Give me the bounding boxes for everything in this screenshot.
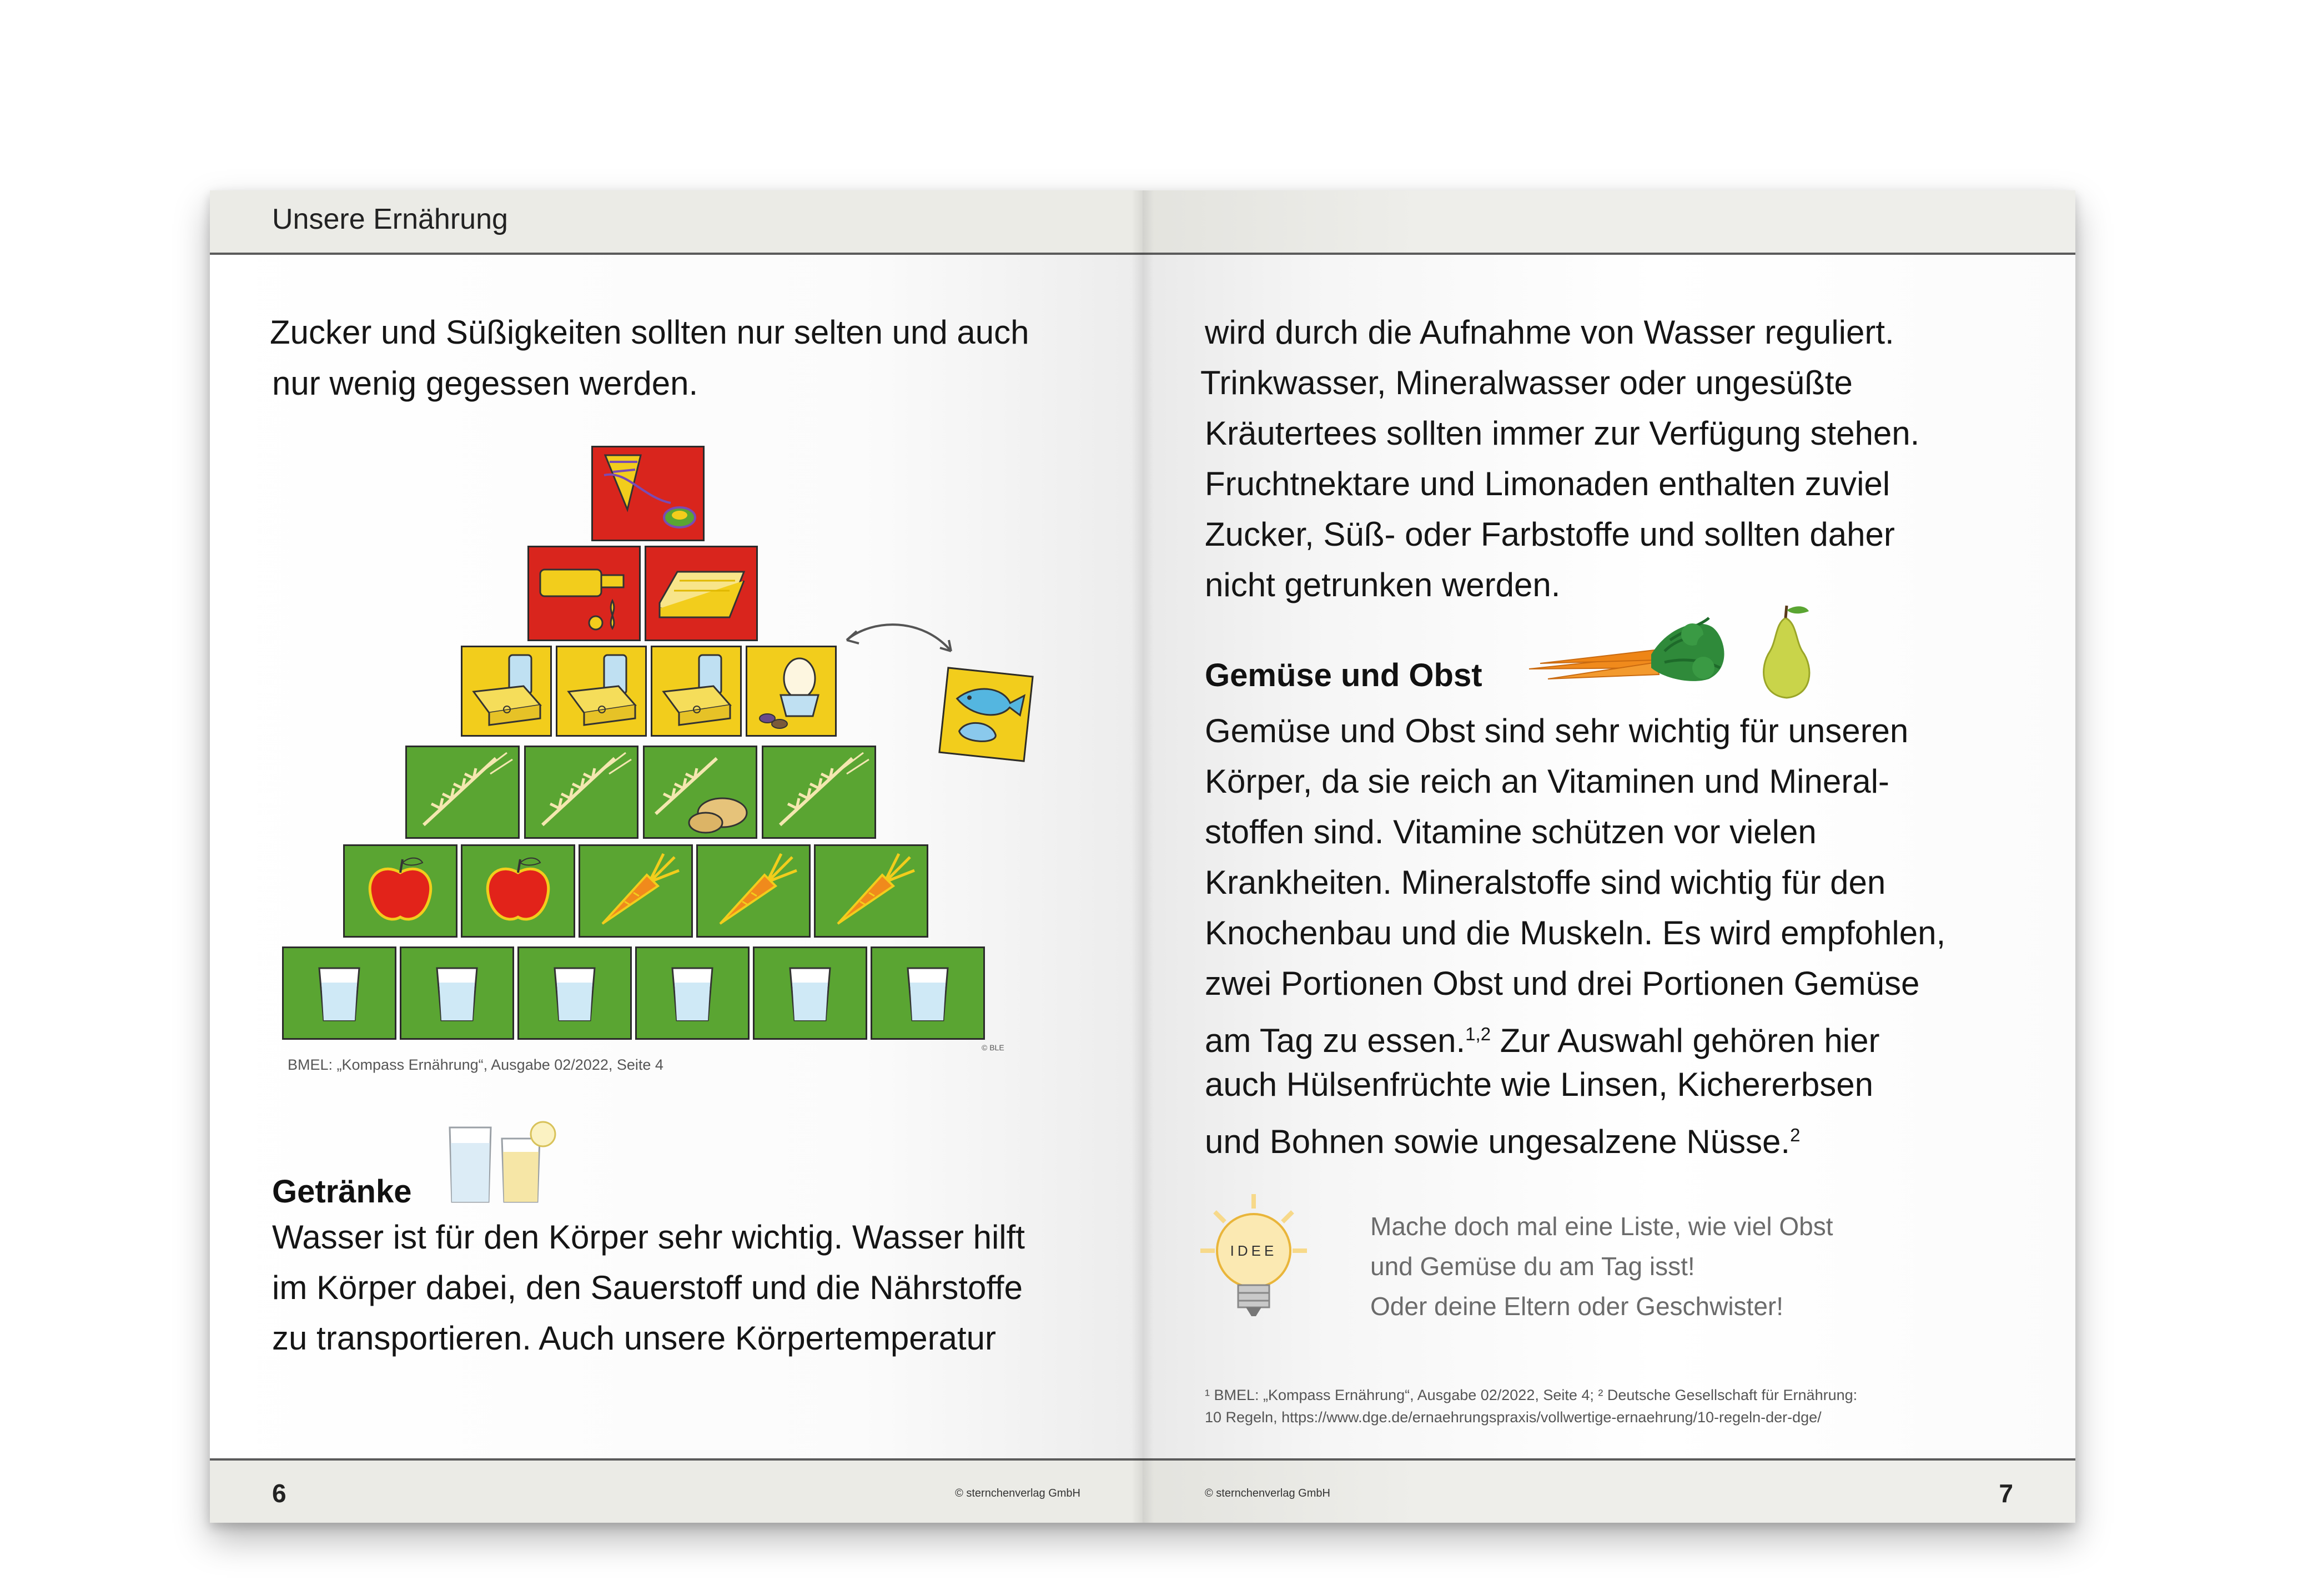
fish-meat-icon <box>941 669 1032 761</box>
drinks-cont-line-6: nicht getrunken werden. <box>1205 566 1561 603</box>
grain-icon <box>526 747 637 837</box>
pyramid-tile-dairy-2 <box>556 646 647 737</box>
pyramid-tile-fish-meat <box>938 667 1033 762</box>
pyramid-tile-water-5 <box>753 946 867 1040</box>
pyramid-tile-egg <box>746 646 837 737</box>
drinks-cont-line-1: wird durch die Aufnahme von Wasser reguliert. <box>1205 314 1894 351</box>
carrots-pear-icon <box>1526 601 1837 712</box>
pyramid-tile-grain-1 <box>405 746 520 839</box>
footnote-line-1: ¹ BMEL: „Kompass Ernährung“, Ausgabe 02/2022, Seite 4; ² Deutsche Gesellschaft für Ernährung: <box>1205 1387 1858 1403</box>
page-number: 7 <box>1999 1479 2013 1508</box>
veg-line-4: Krankheiten. Mineralstoffe sind wichtig für den <box>1205 864 1886 901</box>
pyramid-caption: BMEL: „Kompass Ernährung“, Ausgabe 02/2022, Seite 4 <box>288 1056 663 1073</box>
tip-line-1: Mache doch mal eine Liste, wie viel Obst <box>1370 1212 1833 1241</box>
veg-line-5: Knochenbau und die Muskeln. Es wird empfohlen, <box>1205 914 1946 951</box>
footnote-ref-1-2: 1,2 <box>1465 1024 1491 1044</box>
veg-line-7-text: am Tag zu essen. <box>1205 1022 1466 1059</box>
veg-line-9-text: und Bohnen sowie ungesalzene Nüsse. <box>1205 1123 1791 1160</box>
pyramid-tile-butter <box>645 546 758 641</box>
drinks-cont-line-5: Zucker, Süß- oder Farbstoffe und sollten daher <box>1205 516 1895 553</box>
page-footer <box>1143 1458 2075 1523</box>
water-glass-icon <box>284 948 395 1038</box>
pyramid-tile-oil <box>527 546 641 641</box>
page-footer <box>210 1458 1143 1523</box>
drinks-icon <box>447 1119 559 1207</box>
publisher-credit: © sternchenverlag GmbH <box>1205 1487 1330 1499</box>
pyramid-tile-carrot-3 <box>814 844 928 938</box>
drinks-line-1: Wasser ist für den Körper sehr wichtig. Wasser hilft <box>272 1219 1025 1256</box>
water-glass-icon <box>519 948 630 1038</box>
pyramid-tile-water-1 <box>282 946 396 1040</box>
right-page <box>1143 190 2075 1523</box>
exchange-arrow-icon <box>840 618 962 668</box>
publisher-credit: © sternchenverlag GmbH <box>955 1487 1080 1499</box>
pyramid-tile-water-4 <box>635 946 750 1040</box>
milk-cheese-icon <box>652 647 740 735</box>
pyramid-tile-grain-potato <box>643 746 757 839</box>
book-spread <box>210 190 2075 1523</box>
veg-line-6: zwei Portionen Obst und drei Portionen Gemüse <box>1205 965 1920 1002</box>
butter-icon <box>646 547 756 640</box>
pyramid-tile-dairy-3 <box>651 646 742 737</box>
idea-bulb-icon <box>1198 1190 1309 1334</box>
carrot-icon <box>580 846 691 936</box>
egg-icon <box>747 647 835 735</box>
pyramid-tile-carrot-2 <box>696 844 811 938</box>
page-header <box>1143 190 2075 255</box>
page-number: 6 <box>272 1479 286 1508</box>
intro-line-1: Zucker und Süßigkeiten sollten nur selten und auch <box>270 314 1029 351</box>
apple-icon <box>462 846 574 936</box>
oil-icon <box>529 547 639 640</box>
pyramid-tile-grain-2 <box>524 746 638 839</box>
pyramid-tile-water-3 <box>517 946 632 1040</box>
apple-icon <box>345 846 456 936</box>
water-glass-icon <box>755 948 866 1038</box>
veg-line-8: auch Hülsenfrüchte wie Linsen, Kichererbsen <box>1205 1066 1874 1103</box>
pyramid-credit: © BLE <box>982 1043 1004 1052</box>
pyramid-tile-grain-3 <box>762 746 876 839</box>
veg-line-7 <box>1205 1009 1879 1066</box>
intro-line-2: nur wenig gegessen werden. <box>272 365 698 402</box>
footnote-line-2: 10 Regeln, https://www.dge.de/ernaehrungspraxis/vollwertige-ernaehrung/10-regeln-der-dge/ <box>1205 1409 1822 1426</box>
pyramid-tile-water-6 <box>871 946 985 1040</box>
gutter-shadow <box>1132 190 1154 1523</box>
veg-line-2: Körper, da sie reich an Vitaminen und Mineral- <box>1205 763 1889 800</box>
pyramid-tile-carrot-1 <box>579 844 693 938</box>
veg-heading: Gemüse und Obst <box>1205 657 1482 693</box>
tip-line-2: und Gemüse du am Tag isst! <box>1370 1252 1695 1281</box>
drinks-heading: Getränke <box>272 1174 412 1210</box>
pyramid-tile-sweets <box>591 446 705 541</box>
water-glass-icon <box>872 948 983 1038</box>
grain-icon <box>763 747 874 837</box>
milk-cheese-icon <box>557 647 645 735</box>
drinks-cont-line-3: Kräutertees sollten immer zur Verfügung stehen. <box>1205 415 1920 452</box>
grain-potato-icon <box>645 747 756 837</box>
grain-icon <box>407 747 518 837</box>
milk-cheese-icon <box>462 647 550 735</box>
running-title: Unsere Ernährung <box>272 203 508 235</box>
drinks-cont-line-4: Fruchtnektare und Limonaden enthalten zuviel <box>1205 465 1890 502</box>
pyramid-tile-apple-1 <box>343 844 457 938</box>
water-glass-icon <box>401 948 512 1038</box>
sweets-icon <box>593 447 703 540</box>
carrot-icon <box>698 846 809 936</box>
water-glass-icon <box>637 948 748 1038</box>
veg-line-7-rest: Zur Auswahl gehören hier <box>1491 1022 1880 1059</box>
veg-line-9 <box>1205 1110 1800 1167</box>
pyramid-tile-water-2 <box>400 946 514 1040</box>
footnote-ref-2: 2 <box>1790 1125 1801 1145</box>
pyramid-tile-dairy-1 <box>461 646 552 737</box>
tip-line-3: Oder deine Eltern oder Geschwister! <box>1370 1292 1784 1321</box>
drinks-cont-line-2: Trinkwasser, Mineralwasser oder ungesüßte <box>1200 364 1853 401</box>
drinks-line-2: im Körper dabei, den Sauerstoff und die Nährstoffe <box>272 1269 1023 1306</box>
left-page <box>210 190 1143 1523</box>
carrot-icon <box>816 846 927 936</box>
pyramid-tile-apple-2 <box>461 844 575 938</box>
idea-label: IDEE <box>1230 1242 1278 1259</box>
veg-line-3: stoffen sind. Vitamine schützen vor vielen <box>1205 813 1817 850</box>
veg-line-1: Gemüse und Obst sind sehr wichtig für unseren <box>1205 712 1909 749</box>
drinks-line-3: zu transportieren. Auch unsere Körpertemperatur <box>272 1320 997 1357</box>
